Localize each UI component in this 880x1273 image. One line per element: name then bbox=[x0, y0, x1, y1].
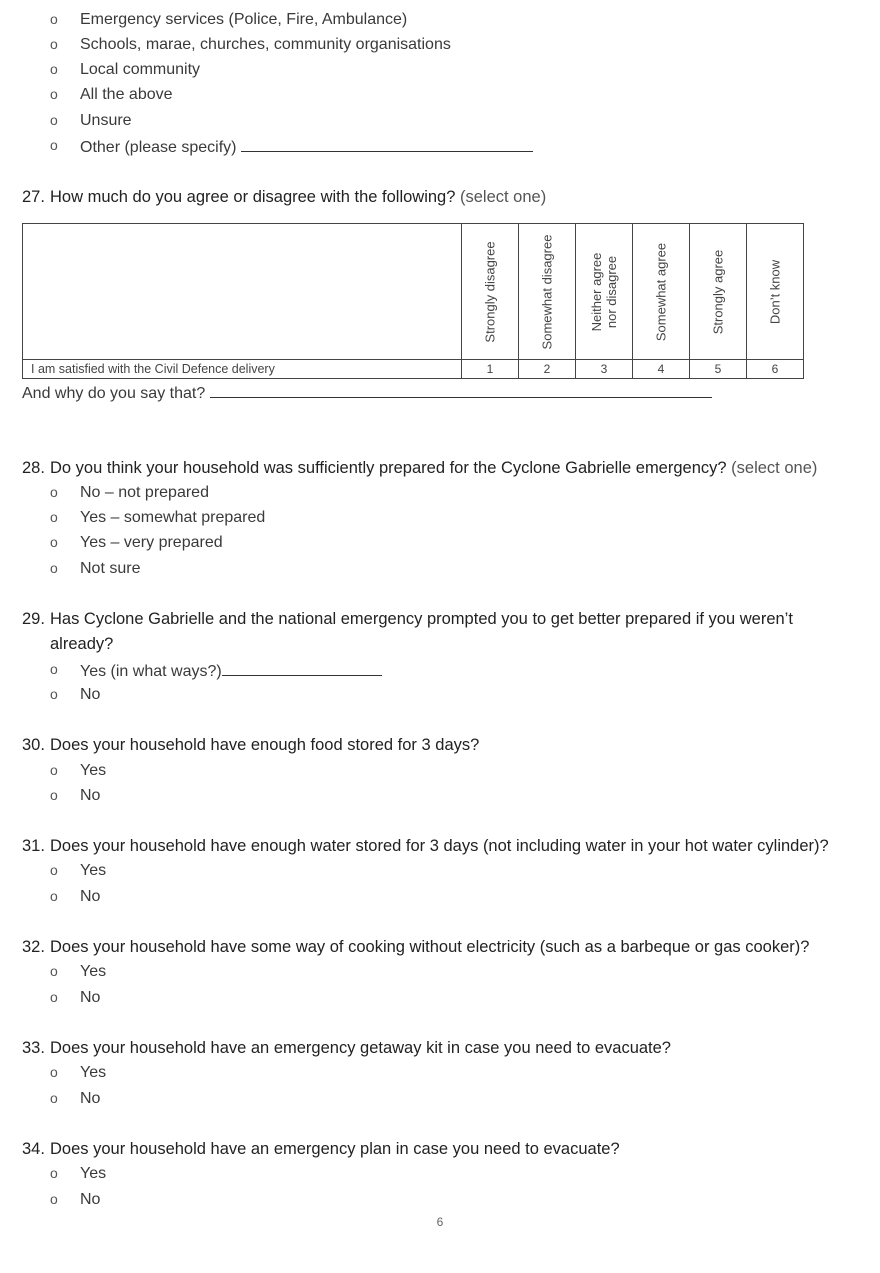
question-text: Has Cyclone Gabrielle and the national emergency prompted you to get better prepared if you weren’t bbox=[50, 610, 793, 628]
question-number: 33. bbox=[22, 1039, 45, 1057]
radio-circle-icon[interactable]: o bbox=[50, 1191, 58, 1207]
option-label: No bbox=[80, 888, 101, 905]
statement-header-cell bbox=[23, 224, 462, 360]
radio-circle-icon[interactable]: o bbox=[50, 534, 58, 550]
rating-cell-2[interactable]: 2 bbox=[519, 360, 576, 379]
option-label: Unsure bbox=[80, 112, 132, 129]
likert-table bbox=[22, 223, 804, 379]
radio-circle-icon[interactable]: o bbox=[50, 1064, 58, 1080]
followup-label: And why do you say that? bbox=[22, 385, 206, 402]
col-label: Somewhat disagree bbox=[539, 234, 555, 349]
option-label: Not sure bbox=[80, 560, 141, 577]
question-number: 30. bbox=[22, 736, 45, 754]
col-somewhat-agree bbox=[633, 224, 690, 360]
question-number: 29. bbox=[22, 610, 45, 628]
col-label: Somewhat agree bbox=[653, 242, 669, 341]
radio-circle-icon[interactable]: o bbox=[50, 11, 58, 27]
option-label: Yes bbox=[80, 762, 107, 779]
radio-circle-icon[interactable]: o bbox=[50, 963, 58, 979]
radio-circle-icon[interactable]: o bbox=[50, 560, 58, 576]
question-text: Does your household have some way of cooking without electricity (such as a barbeque or gas cooker)? bbox=[50, 938, 810, 956]
question-text: Does your household have enough water stored for 3 days (not including water in your hot water cylinder)? bbox=[50, 837, 829, 855]
option-label: Yes – somewhat prepared bbox=[80, 509, 266, 526]
question-text: Does your household have enough food stored for 3 days? bbox=[50, 736, 480, 754]
option-label: No bbox=[80, 686, 101, 703]
radio-circle-icon[interactable]: o bbox=[50, 1165, 58, 1181]
option-label: No bbox=[80, 989, 101, 1006]
radio-circle-icon[interactable]: o bbox=[50, 36, 58, 52]
col-label: Neither agree nor disagree bbox=[589, 252, 619, 331]
col-dont-know bbox=[747, 224, 804, 360]
radio-circle-icon[interactable]: o bbox=[50, 61, 58, 77]
col-somewhat-disagree bbox=[519, 224, 576, 360]
statement-label: I am satisfied with the Civil Defence delivery bbox=[23, 360, 462, 379]
col-neither bbox=[576, 224, 633, 360]
option-label: Schools, marae, churches, community organisations bbox=[80, 36, 451, 53]
question-text: Does your household have an emergency plan in case you need to evacuate? bbox=[50, 1140, 620, 1158]
in-what-ways-field[interactable] bbox=[222, 661, 382, 676]
radio-circle-icon[interactable]: o bbox=[50, 509, 58, 525]
question-number: 31. bbox=[22, 837, 45, 855]
radio-circle-icon[interactable]: o bbox=[50, 137, 58, 153]
option-label: Local community bbox=[80, 61, 201, 78]
option-label: Yes bbox=[80, 862, 107, 879]
radio-circle-icon[interactable]: o bbox=[50, 112, 58, 128]
question-number: 28. bbox=[22, 459, 45, 477]
option-label: Emergency services (Police, Fire, Ambulance) bbox=[80, 11, 408, 28]
radio-circle-icon[interactable]: o bbox=[50, 686, 58, 702]
page-number: 6 bbox=[436, 1215, 444, 1229]
option-label: Yes (in what ways?) bbox=[80, 663, 222, 680]
option-label: All the above bbox=[80, 86, 173, 103]
option-label: No bbox=[80, 1090, 101, 1107]
question-number: 32. bbox=[22, 938, 45, 956]
question-hint: (select one) bbox=[731, 459, 818, 477]
radio-circle-icon[interactable]: o bbox=[50, 661, 58, 677]
radio-circle-icon[interactable]: o bbox=[50, 888, 58, 904]
radio-circle-icon[interactable]: o bbox=[50, 1090, 58, 1106]
option-label: Other (please specify) bbox=[80, 139, 237, 156]
col-label: Don’t know bbox=[767, 259, 783, 324]
rating-cell-4[interactable]: 4 bbox=[633, 360, 690, 379]
question-hint: (select one) bbox=[460, 188, 547, 206]
rating-cell-6[interactable]: 6 bbox=[747, 360, 804, 379]
question-number: 27. bbox=[22, 188, 45, 206]
radio-circle-icon[interactable]: o bbox=[50, 862, 58, 878]
col-strongly-agree bbox=[690, 224, 747, 360]
other-specify-field[interactable] bbox=[241, 137, 533, 152]
radio-circle-icon[interactable]: o bbox=[50, 989, 58, 1005]
option-label: No bbox=[80, 1191, 101, 1208]
option-label: Yes – very prepared bbox=[80, 534, 223, 551]
question-text: already? bbox=[50, 635, 114, 653]
option-label: No – not prepared bbox=[80, 484, 209, 501]
col-label: Strongly agree bbox=[710, 249, 726, 334]
question-text: Does your household have an emergency getaway kit in case you need to evacuate? bbox=[50, 1039, 671, 1057]
radio-circle-icon[interactable]: o bbox=[50, 484, 58, 500]
option-label: No bbox=[80, 787, 101, 804]
followup-answer-field[interactable] bbox=[210, 383, 712, 398]
question-text: Do you think your household was sufficiently prepared for the Cyclone Gabrielle emergency? bbox=[50, 459, 727, 477]
option-label: Yes bbox=[80, 1165, 107, 1182]
rating-cell-5[interactable]: 5 bbox=[690, 360, 747, 379]
table-row bbox=[23, 360, 804, 379]
q27-followup bbox=[22, 383, 712, 403]
option-label: Yes bbox=[80, 963, 107, 980]
col-strongly-disagree bbox=[462, 224, 519, 360]
col-label: Strongly disagree bbox=[482, 240, 498, 343]
rating-cell-3[interactable]: 3 bbox=[576, 360, 633, 379]
radio-circle-icon[interactable]: o bbox=[50, 787, 58, 803]
question-number: 34. bbox=[22, 1140, 45, 1158]
question-text: How much do you agree or disagree with the following? bbox=[50, 188, 456, 206]
radio-circle-icon[interactable]: o bbox=[50, 762, 58, 778]
rating-cell-1[interactable]: 1 bbox=[462, 360, 519, 379]
option-label: Yes bbox=[80, 1064, 107, 1081]
radio-circle-icon[interactable]: o bbox=[50, 86, 58, 102]
